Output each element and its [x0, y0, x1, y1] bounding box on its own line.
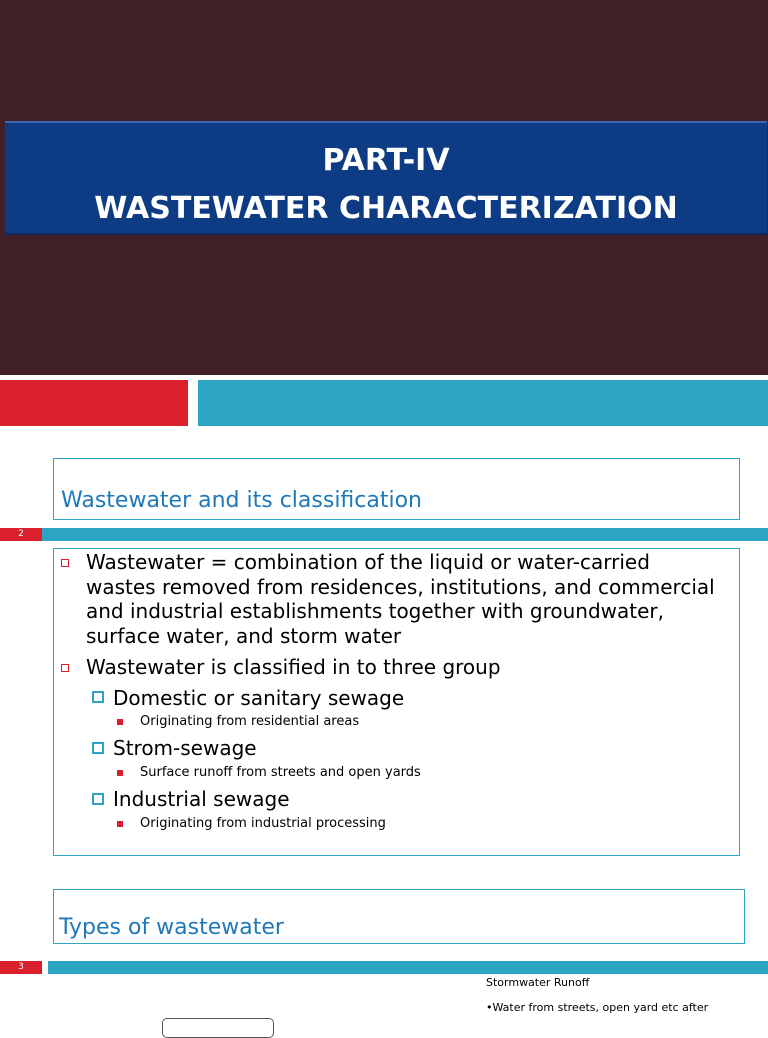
slide3-heading-box — [53, 889, 745, 944]
teal-square-bullet-icon — [92, 742, 104, 754]
group-detail: Surface runoff from streets and open yards — [140, 765, 421, 780]
group-label: Industrial sewage — [113, 787, 290, 811]
slide2-page-number: 2 — [0, 528, 42, 541]
slide2-heading: Wastewater and its classification — [61, 488, 423, 513]
red-square-bullet-icon — [117, 770, 123, 776]
bullet-text: Wastewater is classified in to three group — [86, 655, 501, 679]
main-title: WASTEWATER CHARACTERIZATION — [94, 191, 678, 226]
slide3-stripe — [48, 961, 768, 974]
bullet-text: and industrial establishments together with groundwater, — [86, 599, 664, 623]
slide3-page-number: 3 — [0, 961, 42, 974]
title-banner — [5, 121, 767, 235]
slide2-stripe — [0, 528, 768, 541]
group-detail: Originating from residential areas — [140, 714, 360, 729]
slide2-heading-box — [53, 458, 740, 520]
bullet-text: wastes removed from residences, institutions, and commercial — [86, 574, 715, 599]
group-label: Strom-sewage — [113, 736, 257, 760]
teal-square-bullet-icon — [92, 793, 104, 805]
teal-square-bullet-icon — [92, 691, 104, 703]
square-bullet-icon — [61, 559, 69, 567]
red-square-bullet-icon — [117, 821, 123, 827]
snippet-title: Stormwater Runoff — [486, 976, 590, 989]
group-label: Domestic or sanitary sewage — [113, 686, 405, 710]
title-slide — [0, 0, 768, 375]
part-title: PART-IV — [322, 143, 450, 178]
group-detail: Originating from industrial processing — [140, 816, 386, 831]
square-bullet-icon — [61, 664, 69, 672]
red-accent-bar — [0, 380, 188, 426]
bullet-text: surface water, and storm water — [86, 623, 402, 648]
slide3-heading: Types of wastewater — [59, 915, 284, 940]
diagram-box — [162, 1018, 274, 1038]
snippet-bullet: •Water from streets, open yard etc after — [486, 1001, 709, 1014]
bullet-text: Wastewater = combination of the liquid or water-carried — [86, 550, 650, 574]
red-square-bullet-icon — [117, 719, 123, 725]
teal-accent-bar — [198, 380, 768, 426]
